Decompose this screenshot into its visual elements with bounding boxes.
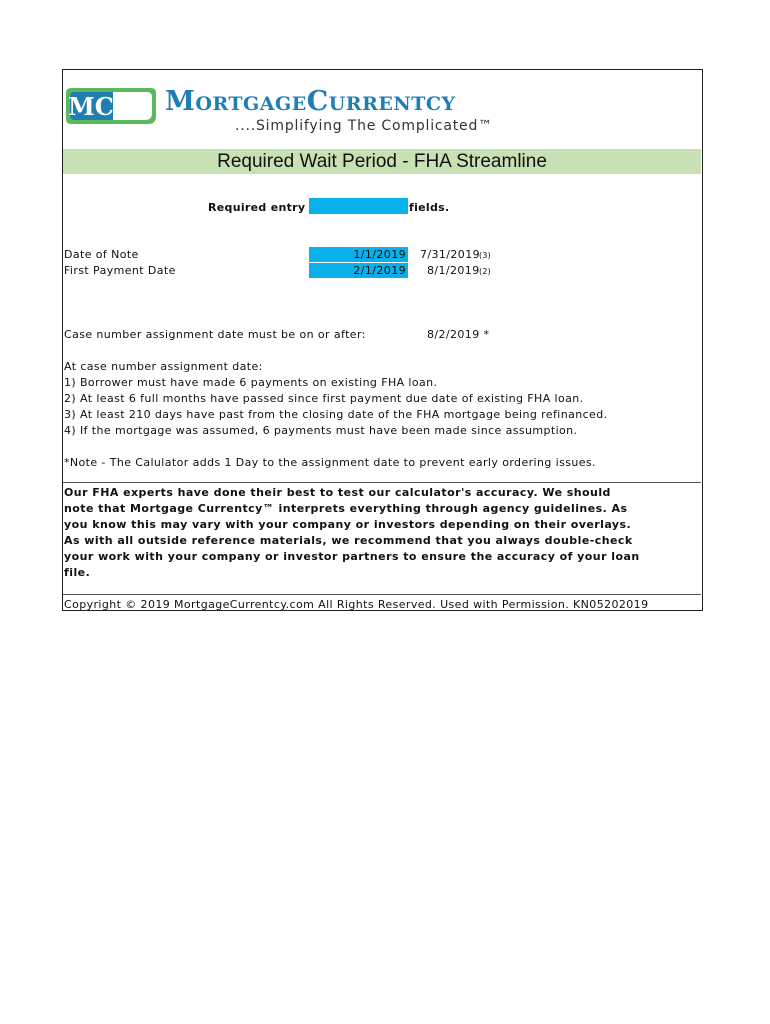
rule-item: 4) If the mortgage was assumed, 6 payments must have been made since assumption. [64,424,578,437]
brand-initial-m: M [165,86,196,117]
legend-prefix: Required entry [208,201,306,214]
result-label: Case number assignment date must be on or after: [64,328,366,341]
date-of-note-input[interactable]: 1/1/2019 [309,247,408,262]
brand-rest-2: URRENTCY [328,93,456,115]
date-of-note-footnote: (3) [479,251,491,260]
first-payment-footnote: (2) [479,267,491,276]
divider-bottom [63,594,701,595]
first-payment-label: First Payment Date [64,264,176,277]
legend-suffix: fields. [409,201,450,214]
divider-top [63,482,701,483]
required-entry-swatch [309,198,408,214]
first-payment-input[interactable]: 2/1/2019 [309,263,408,278]
disclaimer-text: Our FHA experts have done their best to test our calculator's accuracy. We should note that Mortgage Currentcy™ interprets everything through agency guidelines. As you know this may vary with your company or investors depending on their overlays. As with all outside reference materials, we recommend that you always double-check your work with your company or investor partners to ensure the accuracy of your loan file. [64,486,640,579]
result-value: 8/2/2019 * [427,328,490,341]
logo-badge-letter-m: MC [68,92,114,121]
first-payment-calculated: 8/1/2019 [427,264,480,277]
mc-logo-badge [65,86,157,126]
brand-rest-1: ORTGAGE [195,93,307,115]
rule-item: 3) At least 210 days have past from the closing date of the FHA mortgage being refinanced. [64,408,608,421]
rules-heading: At case number assignment date: [64,360,263,373]
calculator-note: *Note - The Calulator adds 1 Day to the assignment date to prevent early ordering issues. [64,456,596,469]
date-of-note-calculated: 7/31/2019 [420,248,481,261]
brand-initial-c: C [306,86,329,117]
tagline: ....Simplifying The Complicated™ [235,118,493,134]
page-title: Required Wait Period - FHA Streamline [217,151,547,172]
brand-name [165,88,456,115]
rule-item: 1) Borrower must have made 6 payments on existing FHA loan. [64,376,438,389]
title-band [63,149,701,174]
mc-logo-icon [65,86,157,126]
rule-item: 2) At least 6 full months have passed since first payment due date of existing FHA loan. [64,392,584,405]
calculator-sheet [62,69,703,611]
date-of-note-label: Date of Note [64,248,139,261]
copyright: Copyright © 2019 MortgageCurrentcy.com All Rights Reserved. Used with Permission. KN05202019 [64,598,649,611]
